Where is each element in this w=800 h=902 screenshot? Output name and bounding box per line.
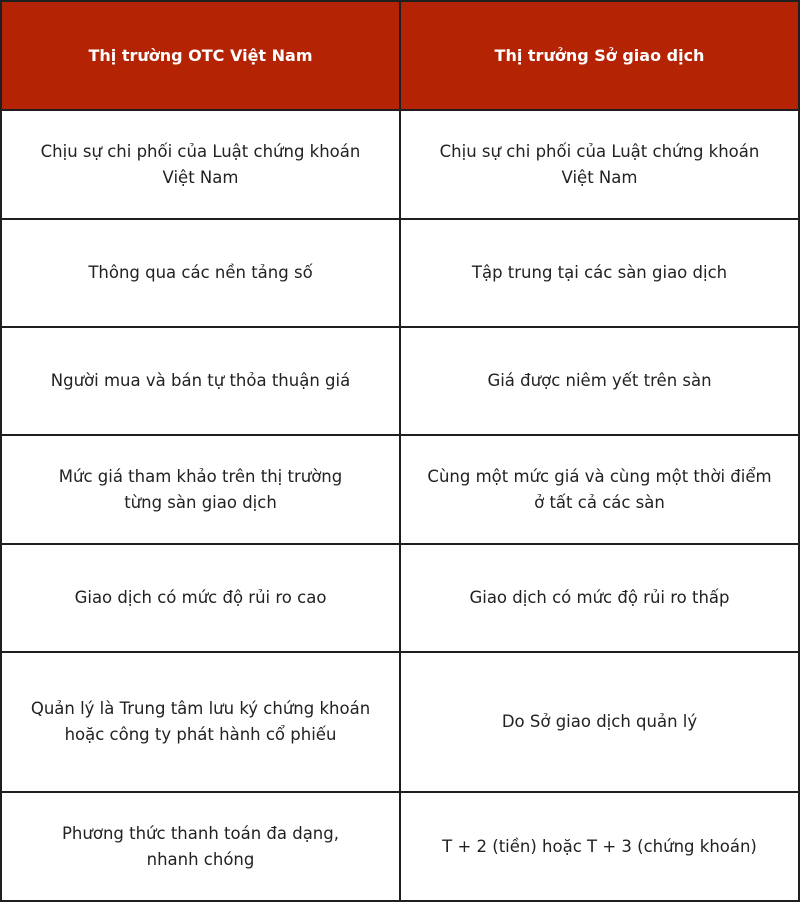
table-body — [1, 110, 799, 901]
exchange-cell — [400, 544, 799, 652]
table-row — [1, 327, 799, 435]
cell-line: Thông qua các nền tảng số — [88, 263, 313, 282]
exchange-cell — [400, 219, 799, 327]
header-otc-market: Thị trường OTC Việt Nam — [1, 1, 400, 110]
otc-cell — [1, 792, 400, 901]
cell-line: Tập trung tại các sàn giao dịch — [471, 263, 728, 282]
table-header — [1, 1, 799, 110]
cell-line: Việt Nam — [561, 167, 638, 187]
cell-line: Cùng một mức giá và cùng một thời điểm — [427, 466, 772, 486]
cell-line: Do Sở giao dịch quản lý — [501, 712, 698, 731]
header-row — [1, 1, 799, 110]
otc-cell — [1, 652, 400, 792]
table-row — [1, 219, 799, 327]
cell-line: Việt Nam — [162, 167, 239, 187]
otc-cell — [1, 544, 400, 652]
otc-cell — [1, 435, 400, 544]
exchange-cell — [400, 792, 799, 901]
otc-cell — [1, 110, 400, 219]
table-row — [1, 792, 799, 901]
cell-line: từng sàn giao dịch — [124, 492, 277, 512]
exchange-cell — [400, 327, 799, 435]
exchange-cell — [400, 435, 799, 544]
cell-line: Mức giá tham khảo trên thị trường — [58, 466, 343, 486]
otc-cell — [1, 327, 400, 435]
table-row — [1, 435, 799, 544]
cell-line: ở tất cả các sàn — [534, 492, 665, 512]
table-row — [1, 544, 799, 652]
table-row — [1, 652, 799, 792]
cell-line: Phương thức thanh toán đa dạng, — [61, 823, 339, 843]
cell-line: Quản lý là Trung tâm lưu ký chứng khoán — [30, 699, 371, 718]
cell-line: Giao dịch có mức độ rủi ro cao — [74, 588, 327, 607]
exchange-cell — [400, 110, 799, 219]
cell-line: T + 2 (tiền) hoặc T + 3 (chứng khoán) — [442, 836, 757, 856]
cell-line: Chịu sự chi phối của Luật chứng khoán — [40, 141, 361, 161]
cell-line: Chịu sự chi phối của Luật chứng khoán — [439, 141, 760, 161]
cell-line: Người mua và bán tự thỏa thuận giá — [50, 371, 351, 390]
table-row — [1, 110, 799, 219]
cell-line: nhanh chóng — [146, 849, 255, 869]
cell-line: hoặc công ty phát hành cổ phiếu — [64, 725, 337, 744]
otc-cell — [1, 219, 400, 327]
header-exchange-market: Thị trưởng Sở giao dịch — [400, 1, 799, 110]
cell-line: Giá được niêm yết trên sàn — [487, 371, 712, 390]
exchange-cell — [400, 652, 799, 792]
cell-line: Giao dịch có mức độ rủi ro thấp — [469, 588, 730, 607]
